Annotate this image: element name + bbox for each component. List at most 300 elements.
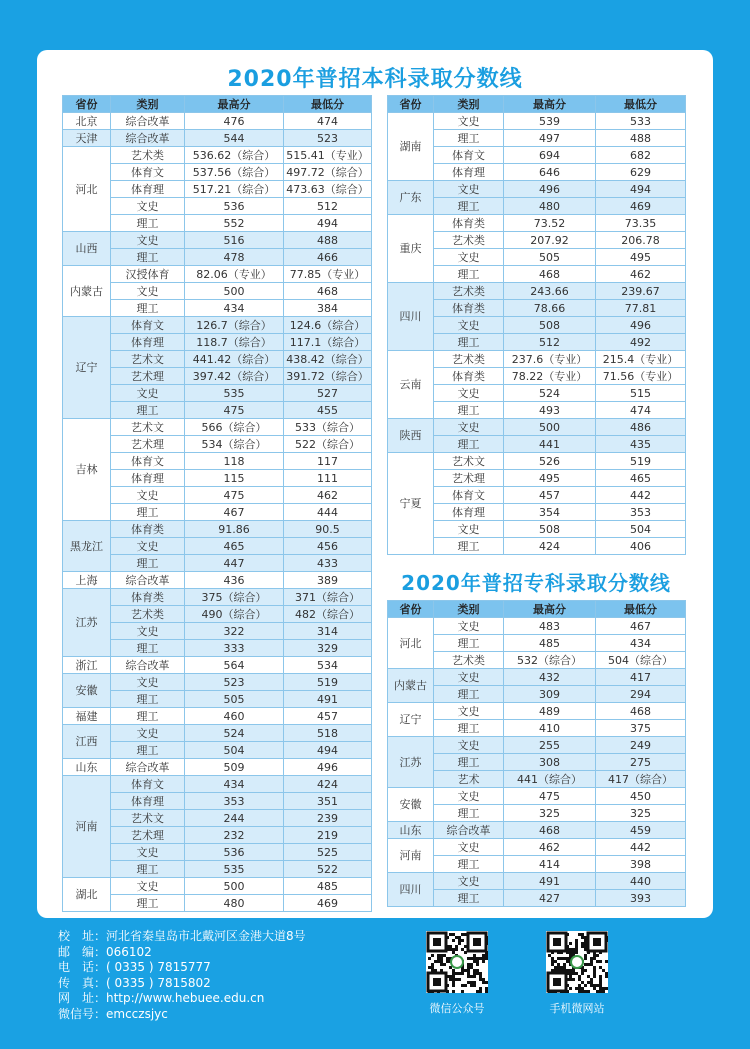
- max-score-cell: 325: [504, 805, 596, 822]
- min-score-cell: 111: [284, 470, 372, 487]
- category-cell: 体育类: [434, 368, 504, 385]
- max-score-cell: 495: [504, 470, 596, 487]
- column-header: 省份: [388, 96, 434, 113]
- province-cell: 河北: [388, 618, 434, 669]
- min-score-cell: 329: [284, 640, 372, 657]
- province-cell: 江西: [63, 725, 111, 759]
- category-cell: 文史: [434, 618, 504, 635]
- category-cell: 文史: [434, 737, 504, 754]
- category-cell: 文史: [111, 538, 185, 555]
- max-score-cell: 544: [185, 130, 284, 147]
- category-cell: 理工: [434, 266, 504, 283]
- min-score-cell: 496: [284, 759, 372, 776]
- min-score-cell: 294: [596, 686, 686, 703]
- max-score-cell: 375（综合）: [185, 589, 284, 606]
- contact-label: 邮 编：: [58, 944, 107, 959]
- max-score-cell: 457: [504, 487, 596, 504]
- column-header: 最高分: [504, 601, 596, 618]
- min-score-cell: 494: [284, 215, 372, 232]
- category-cell: 理工: [111, 742, 185, 759]
- min-score-cell: 466: [284, 249, 372, 266]
- table-row: [63, 708, 372, 725]
- category-cell: 理工: [111, 249, 185, 266]
- category-cell: 体育理: [111, 793, 185, 810]
- max-score-cell: 309: [504, 686, 596, 703]
- max-score-cell: 497: [504, 130, 596, 147]
- category-cell: 体育文: [111, 776, 185, 793]
- column-header: 最高分: [185, 96, 284, 113]
- province-cell: 四川: [388, 283, 434, 351]
- table-row: [63, 759, 372, 776]
- contact-line: [58, 945, 306, 961]
- max-score-cell: 410: [504, 720, 596, 737]
- min-score-cell: 522: [284, 861, 372, 878]
- contact-line: [58, 960, 306, 976]
- wechat-qr-code: [426, 931, 488, 993]
- category-cell: 体育理: [111, 334, 185, 351]
- undergrad-title: 2020年普招本科录取分数线: [227, 67, 523, 92]
- min-score-cell: 465: [596, 470, 686, 487]
- max-score-cell: 536: [185, 198, 284, 215]
- province-cell: 河北: [63, 147, 111, 232]
- category-cell: 文史: [434, 385, 504, 402]
- max-score-cell: 489: [504, 703, 596, 720]
- min-score-cell: 496: [596, 317, 686, 334]
- min-score-cell: 488: [284, 232, 372, 249]
- max-score-cell: 505: [185, 691, 284, 708]
- min-score-cell: 391.72（综合）: [284, 368, 372, 385]
- min-score-cell: 417: [596, 669, 686, 686]
- province-cell: 河南: [388, 839, 434, 873]
- category-cell: 体育理: [434, 504, 504, 521]
- max-score-cell: 526: [504, 453, 596, 470]
- max-score-cell: 78.66: [504, 300, 596, 317]
- category-cell: 文史: [111, 725, 185, 742]
- column-header: 最低分: [596, 96, 686, 113]
- table-row: [63, 266, 372, 283]
- max-score-cell: 441.42（综合）: [185, 351, 284, 368]
- min-score-cell: 450: [596, 788, 686, 805]
- category-cell: 文史: [434, 249, 504, 266]
- max-score-cell: 91.86: [185, 521, 284, 538]
- category-cell: 文史: [434, 419, 504, 436]
- max-score-cell: 232: [185, 827, 284, 844]
- min-score-cell: 239: [284, 810, 372, 827]
- category-cell: 艺术理: [111, 368, 185, 385]
- category-cell: 理工: [111, 861, 185, 878]
- min-score-cell: 468: [284, 283, 372, 300]
- column-header: 最高分: [504, 96, 596, 113]
- max-score-cell: 536.62（综合）: [185, 147, 284, 164]
- max-score-cell: 505: [504, 249, 596, 266]
- category-cell: 艺术文: [111, 810, 185, 827]
- column-header: 最低分: [284, 96, 372, 113]
- min-score-cell: 371（综合）: [284, 589, 372, 606]
- category-cell: 理工: [111, 895, 185, 912]
- province-cell: 广东: [388, 181, 434, 215]
- max-score-cell: 432: [504, 669, 596, 686]
- category-cell: 综合改革: [111, 572, 185, 589]
- min-score-cell: 424: [284, 776, 372, 793]
- category-cell: 体育文: [111, 164, 185, 181]
- min-score-cell: 325: [596, 805, 686, 822]
- category-cell: 汉授体育: [111, 266, 185, 283]
- max-score-cell: 537.56（综合）: [185, 164, 284, 181]
- college-title: 2020年普招专科录取分数线: [401, 571, 671, 595]
- category-cell: 体育类: [111, 589, 185, 606]
- min-score-cell: 515: [596, 385, 686, 402]
- column-header: 类别: [434, 601, 504, 618]
- min-score-cell: 455: [284, 402, 372, 419]
- province-cell: 江苏: [388, 737, 434, 788]
- max-score-cell: 237.6（专业）: [504, 351, 596, 368]
- max-score-cell: 480: [185, 895, 284, 912]
- table-row: [388, 181, 686, 198]
- min-score-cell: 495: [596, 249, 686, 266]
- max-score-cell: 694: [504, 147, 596, 164]
- mobile-site-qr-code: [546, 931, 608, 993]
- category-cell: 理工: [434, 754, 504, 771]
- province-cell: 陕西: [388, 419, 434, 453]
- province-cell: 内蒙古: [63, 266, 111, 317]
- table-row: [388, 618, 686, 635]
- min-score-cell: 512: [284, 198, 372, 215]
- max-score-cell: 485: [504, 635, 596, 652]
- contact-value: ( 0335 ) 7815802: [106, 975, 211, 990]
- max-score-cell: 517.21（综合）: [185, 181, 284, 198]
- min-score-cell: 482（综合）: [284, 606, 372, 623]
- min-score-cell: 393: [596, 890, 686, 907]
- category-cell: 文史: [434, 181, 504, 198]
- max-score-cell: 535: [185, 385, 284, 402]
- max-score-cell: 467: [185, 504, 284, 521]
- min-score-cell: 434: [596, 635, 686, 652]
- max-score-cell: 535: [185, 861, 284, 878]
- table-row: [63, 776, 372, 793]
- category-cell: 理工: [111, 555, 185, 572]
- contact-label: 传 真：: [58, 975, 107, 990]
- contact-line: [58, 991, 306, 1007]
- min-score-cell: 459: [596, 822, 686, 839]
- category-cell: 艺术理: [111, 436, 185, 453]
- max-score-cell: 468: [504, 266, 596, 283]
- category-cell: 体育类: [111, 521, 185, 538]
- province-cell: 安徽: [388, 788, 434, 822]
- province-cell: 湖北: [63, 878, 111, 912]
- min-score-cell: 438.42（综合）: [284, 351, 372, 368]
- min-score-cell: 90.5: [284, 521, 372, 538]
- category-cell: 文史: [111, 487, 185, 504]
- table-header-row: [63, 96, 372, 113]
- category-cell: 艺术文: [434, 453, 504, 470]
- province-cell: 安徽: [63, 674, 111, 708]
- mobile-site-qr-caption: 手机微网站: [549, 1002, 605, 1015]
- province-cell: 北京: [63, 113, 111, 130]
- table-row: [388, 822, 686, 839]
- category-cell: 理工: [434, 686, 504, 703]
- max-score-cell: 534（综合）: [185, 436, 284, 453]
- min-score-cell: 389: [284, 572, 372, 589]
- min-score-cell: 442: [596, 487, 686, 504]
- min-score-cell: 442: [596, 839, 686, 856]
- max-score-cell: 354: [504, 504, 596, 521]
- category-cell: 综合改革: [111, 130, 185, 147]
- max-score-cell: 500: [504, 419, 596, 436]
- table-row: [63, 674, 372, 691]
- category-cell: 综合改革: [111, 113, 185, 130]
- province-cell: 四川: [388, 873, 434, 907]
- max-score-cell: 73.52: [504, 215, 596, 232]
- category-cell: 体育理: [434, 164, 504, 181]
- min-score-cell: 353: [596, 504, 686, 521]
- contact-line: [58, 1007, 306, 1023]
- table-row: [63, 419, 372, 436]
- contact-value: ( 0335 ) 7815777: [106, 960, 211, 974]
- min-score-cell: 219: [284, 827, 372, 844]
- category-cell: 艺术类: [434, 351, 504, 368]
- category-cell: 艺术类: [434, 232, 504, 249]
- category-cell: 理工: [434, 720, 504, 737]
- category-cell: 体育文: [434, 147, 504, 164]
- contact-value: 河北省秦皇岛市北戴河区金港大道8号: [106, 929, 306, 943]
- max-score-cell: 118.7（综合）: [185, 334, 284, 351]
- contact-label: 电 话：: [58, 960, 107, 974]
- min-score-cell: 351: [284, 793, 372, 810]
- max-score-cell: 512: [504, 334, 596, 351]
- contact-line: [58, 976, 306, 992]
- max-score-cell: 539: [504, 113, 596, 130]
- min-score-cell: 77.81: [596, 300, 686, 317]
- province-cell: 云南: [388, 351, 434, 419]
- column-header: 类别: [434, 96, 504, 113]
- category-cell: 艺术: [434, 771, 504, 788]
- column-header: 最低分: [596, 601, 686, 618]
- max-score-cell: 243.66: [504, 283, 596, 300]
- max-score-cell: 566（综合）: [185, 419, 284, 436]
- min-score-cell: 435: [596, 436, 686, 453]
- min-score-cell: 462: [284, 487, 372, 504]
- province-cell: 宁夏: [388, 453, 434, 555]
- table-row: [388, 113, 686, 130]
- contact-label: 校 址：: [58, 929, 107, 943]
- max-score-cell: 496: [504, 181, 596, 198]
- category-cell: 体育类: [434, 215, 504, 232]
- category-cell: 文史: [434, 113, 504, 130]
- table-header-row: [388, 601, 686, 618]
- max-score-cell: 207.92: [504, 232, 596, 249]
- table-row: [388, 873, 686, 890]
- category-cell: 艺术文: [111, 351, 185, 368]
- table-row: [63, 317, 372, 334]
- table-row: [388, 419, 686, 436]
- max-score-cell: 244: [185, 810, 284, 827]
- province-cell: 湖南: [388, 113, 434, 181]
- column-header: 类别: [111, 96, 185, 113]
- contact-label: 网 址：: [58, 991, 107, 1005]
- category-cell: 文史: [111, 198, 185, 215]
- table-row: [388, 839, 686, 856]
- max-score-cell: 434: [185, 300, 284, 317]
- min-score-cell: 71.56（专业）: [596, 368, 686, 385]
- min-score-cell: 533: [596, 113, 686, 130]
- table-row: [63, 657, 372, 674]
- table-row: [388, 283, 686, 300]
- max-score-cell: 441（综合）: [504, 771, 596, 788]
- max-score-cell: 462: [504, 839, 596, 856]
- table-row: [388, 669, 686, 686]
- max-score-cell: 436: [185, 572, 284, 589]
- min-score-cell: 473.63（综合）: [284, 181, 372, 198]
- category-cell: 体育理: [111, 181, 185, 198]
- contact-info: [58, 929, 306, 1022]
- max-score-cell: 508: [504, 521, 596, 538]
- category-cell: 综合改革: [434, 822, 504, 839]
- max-score-cell: 397.42（综合）: [185, 368, 284, 385]
- min-score-cell: 206.78: [596, 232, 686, 249]
- category-cell: 体育文: [111, 453, 185, 470]
- contact-value[interactable]: http://www.hebuee.edu.cn: [106, 991, 265, 1005]
- max-score-cell: 308: [504, 754, 596, 771]
- contact-value: emcczsjyc: [106, 1006, 168, 1021]
- category-cell: 艺术理: [434, 470, 504, 487]
- max-score-cell: 552: [185, 215, 284, 232]
- max-score-cell: 524: [504, 385, 596, 402]
- province-cell: 浙江: [63, 657, 111, 674]
- min-score-cell: 124.6（综合）: [284, 317, 372, 334]
- category-cell: 体育文: [434, 487, 504, 504]
- min-score-cell: 497.72（综合）: [284, 164, 372, 181]
- min-score-cell: 486: [596, 419, 686, 436]
- min-score-cell: 469: [284, 895, 372, 912]
- table-row: [388, 788, 686, 805]
- max-score-cell: 468: [504, 822, 596, 839]
- category-cell: 理工: [111, 215, 185, 232]
- category-cell: 文史: [111, 385, 185, 402]
- contact-line: [58, 929, 306, 945]
- province-cell: 河南: [63, 776, 111, 878]
- min-score-cell: 488: [596, 130, 686, 147]
- max-score-cell: 523: [185, 674, 284, 691]
- min-score-cell: 469: [596, 198, 686, 215]
- contact-label: 微信号：: [58, 1006, 107, 1021]
- category-cell: 文史: [111, 283, 185, 300]
- max-score-cell: 475: [504, 788, 596, 805]
- max-score-cell: 322: [185, 623, 284, 640]
- table-row: [388, 351, 686, 368]
- province-cell: 江苏: [63, 589, 111, 657]
- min-score-cell: 275: [596, 754, 686, 771]
- category-cell: 文史: [111, 844, 185, 861]
- table-row: [388, 703, 686, 720]
- category-cell: 理工: [434, 856, 504, 873]
- table-row: [388, 737, 686, 754]
- max-score-cell: 78.22（专业）: [504, 368, 596, 385]
- min-score-cell: 504（综合）: [596, 652, 686, 669]
- max-score-cell: 524: [185, 725, 284, 742]
- category-cell: 理工: [111, 640, 185, 657]
- category-cell: 艺术理: [111, 827, 185, 844]
- category-cell: 文史: [111, 674, 185, 691]
- category-cell: 综合改革: [111, 657, 185, 674]
- max-score-cell: 441: [504, 436, 596, 453]
- max-score-cell: 434: [185, 776, 284, 793]
- undergrad-table-right: [387, 95, 686, 555]
- province-cell: 吉林: [63, 419, 111, 521]
- category-cell: 理工: [434, 334, 504, 351]
- column-header: 省份: [388, 601, 434, 618]
- max-score-cell: 333: [185, 640, 284, 657]
- max-score-cell: 115: [185, 470, 284, 487]
- min-score-cell: 525: [284, 844, 372, 861]
- table-row: [388, 215, 686, 232]
- min-score-cell: 384: [284, 300, 372, 317]
- college-table: [387, 600, 686, 907]
- category-cell: 综合改革: [111, 759, 185, 776]
- table-row: [63, 589, 372, 606]
- province-cell: 天津: [63, 130, 111, 147]
- max-score-cell: 460: [185, 708, 284, 725]
- category-cell: 理工: [111, 504, 185, 521]
- min-score-cell: 444: [284, 504, 372, 521]
- max-score-cell: 255: [504, 737, 596, 754]
- province-cell: 上海: [63, 572, 111, 589]
- category-cell: 体育类: [434, 300, 504, 317]
- category-cell: 艺术文: [111, 419, 185, 436]
- table-row: [63, 130, 372, 147]
- table-row: [63, 521, 372, 538]
- category-cell: 文史: [434, 788, 504, 805]
- max-score-cell: 491: [504, 873, 596, 890]
- min-score-cell: 519: [284, 674, 372, 691]
- category-cell: 文史: [111, 878, 185, 895]
- category-cell: 理工: [434, 805, 504, 822]
- min-score-cell: 533（综合）: [284, 419, 372, 436]
- max-score-cell: 532（综合）: [504, 652, 596, 669]
- category-cell: 艺术类: [434, 652, 504, 669]
- min-score-cell: 117: [284, 453, 372, 470]
- max-score-cell: 118: [185, 453, 284, 470]
- table-row: [388, 453, 686, 470]
- category-cell: 文史: [434, 669, 504, 686]
- min-score-cell: 457: [284, 708, 372, 725]
- category-cell: 理工: [434, 402, 504, 419]
- max-score-cell: 475: [185, 402, 284, 419]
- max-score-cell: 480: [504, 198, 596, 215]
- category-cell: 理工: [111, 691, 185, 708]
- min-score-cell: 77.85（专业）: [284, 266, 372, 283]
- province-cell: 内蒙古: [388, 669, 434, 703]
- category-cell: 文史: [434, 521, 504, 538]
- wechat-qr-caption: 微信公众号: [429, 1002, 485, 1015]
- max-score-cell: 447: [185, 555, 284, 572]
- min-score-cell: 468: [596, 703, 686, 720]
- max-score-cell: 483: [504, 618, 596, 635]
- min-score-cell: 629: [596, 164, 686, 181]
- category-cell: 文史: [111, 623, 185, 640]
- min-score-cell: 494: [596, 181, 686, 198]
- max-score-cell: 465: [185, 538, 284, 555]
- max-score-cell: 490（综合）: [185, 606, 284, 623]
- table-row: [63, 725, 372, 742]
- category-cell: 体育文: [111, 317, 185, 334]
- table-row: [63, 572, 372, 589]
- province-cell: 福建: [63, 708, 111, 725]
- max-score-cell: 646: [504, 164, 596, 181]
- category-cell: 理工: [111, 300, 185, 317]
- min-score-cell: 433: [284, 555, 372, 572]
- undergrad-table-left: [62, 95, 372, 912]
- min-score-cell: 492: [596, 334, 686, 351]
